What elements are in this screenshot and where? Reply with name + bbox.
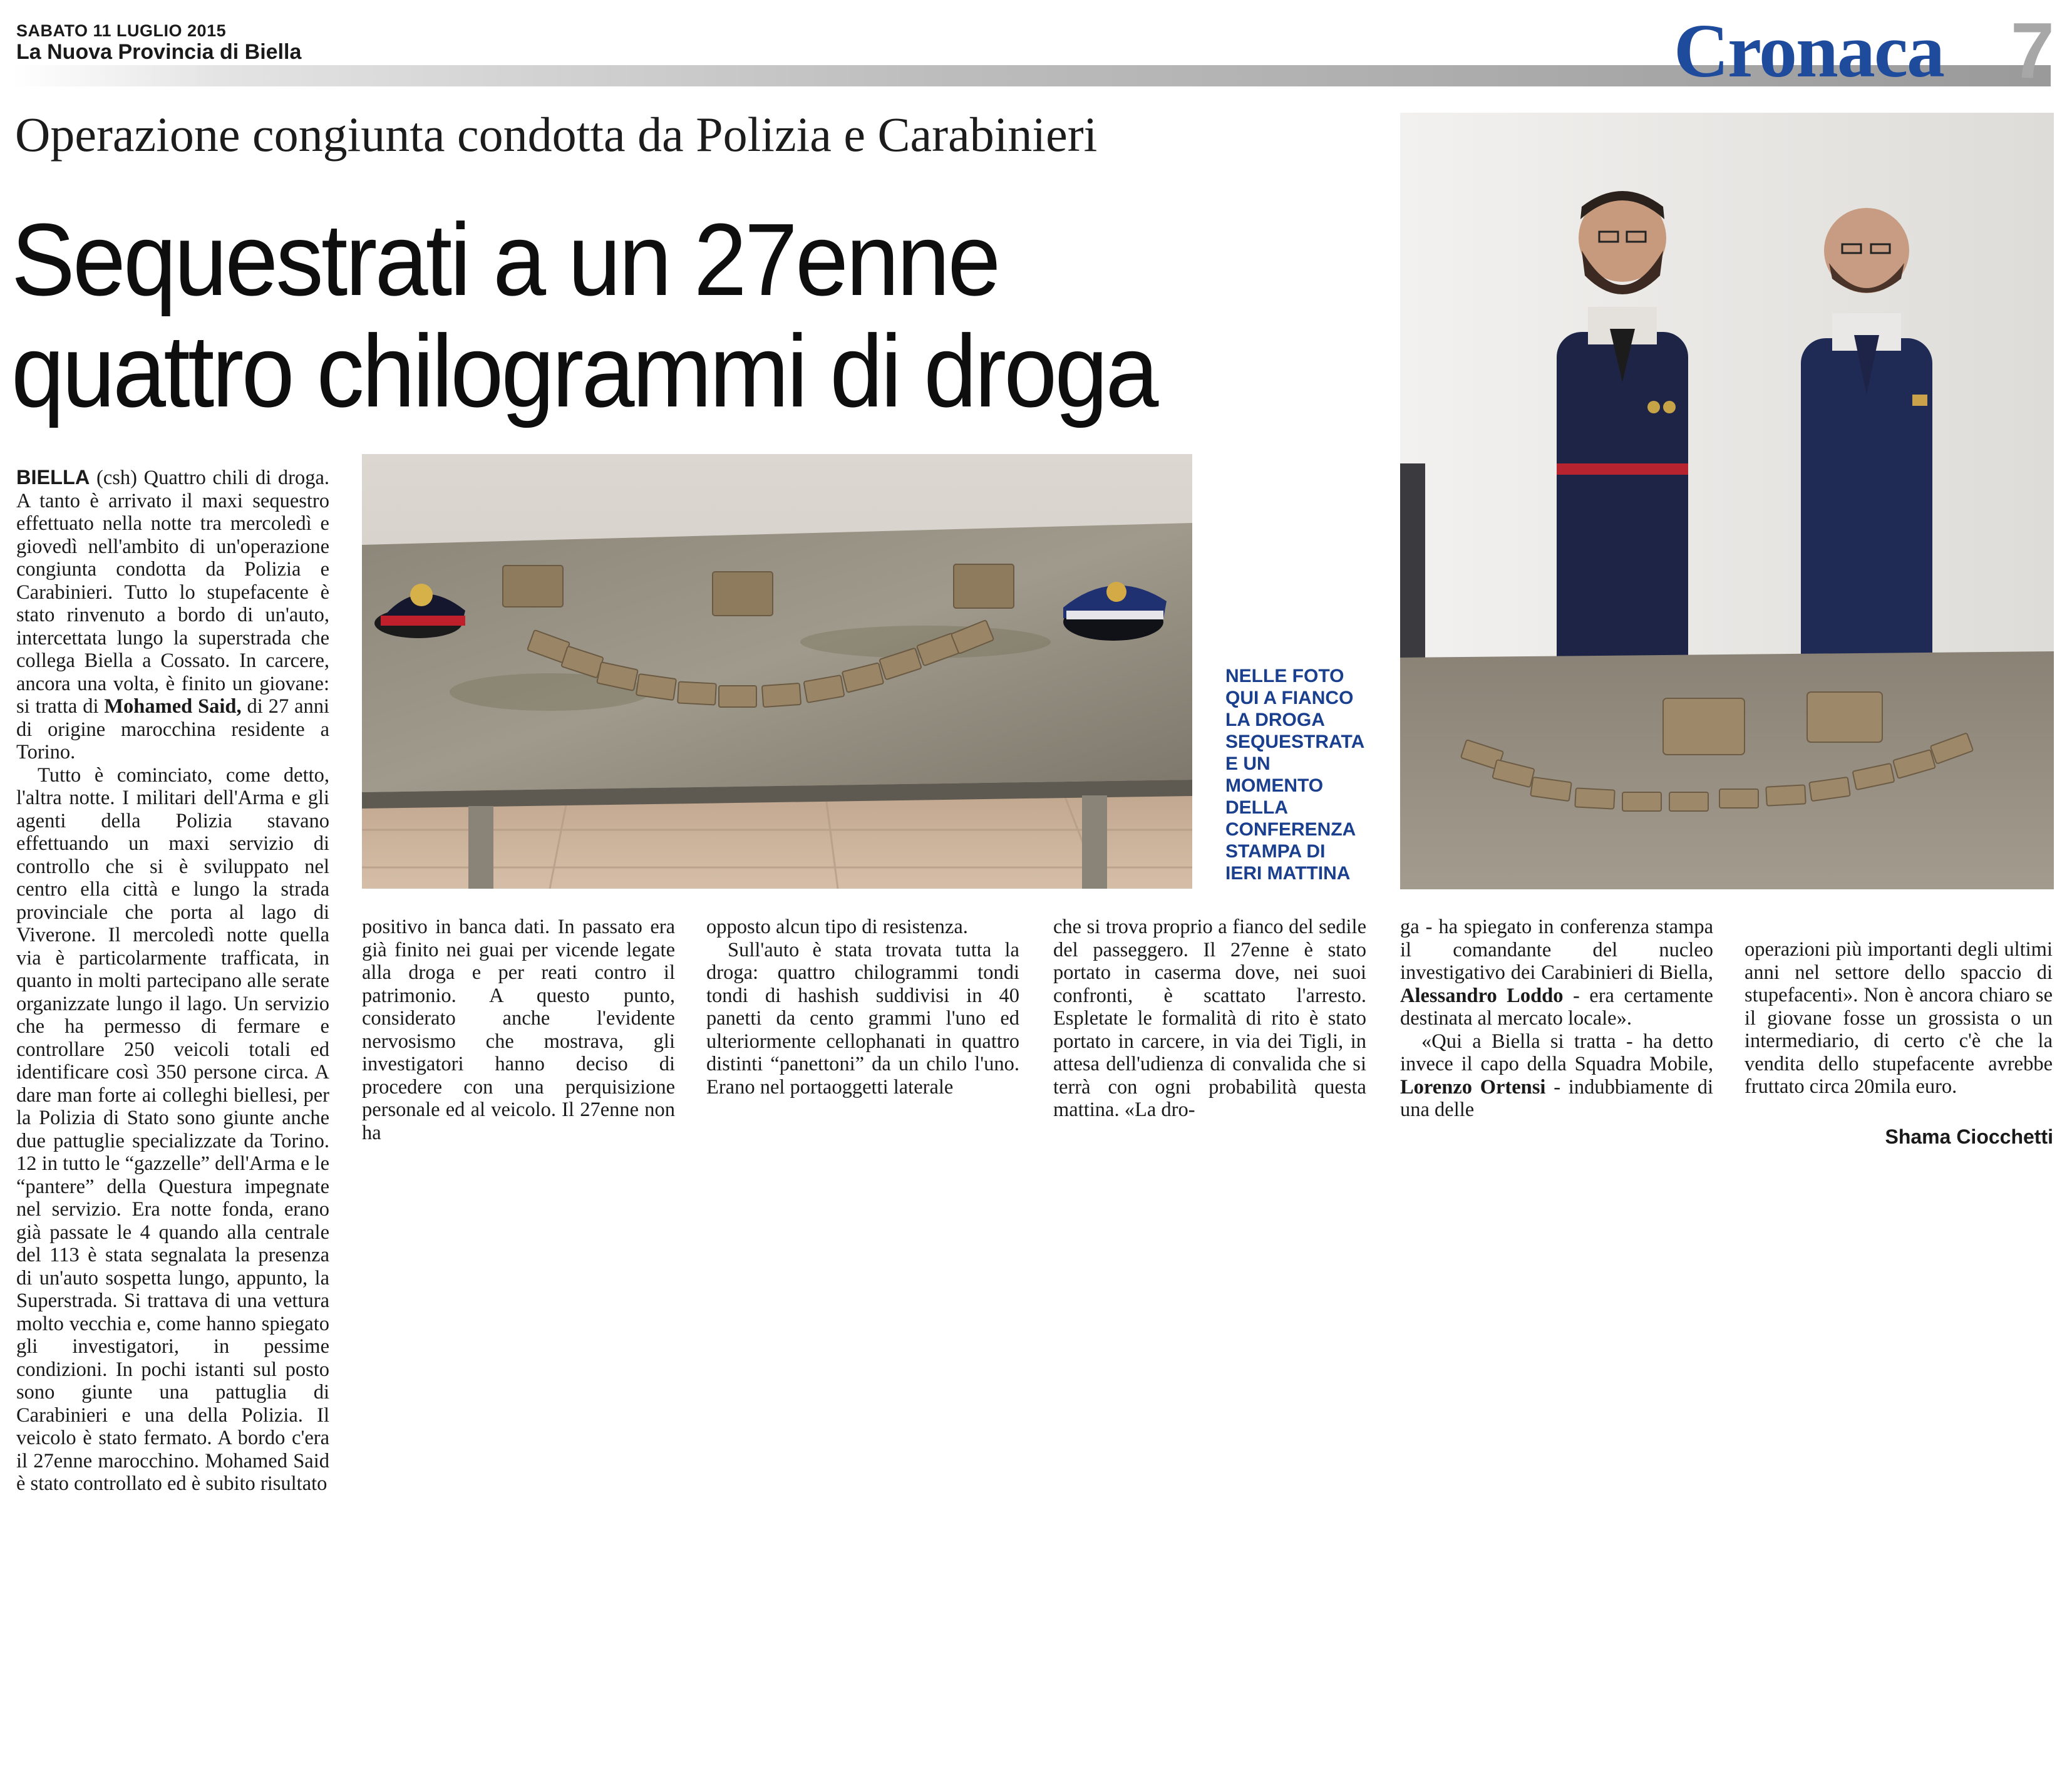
paragraph-text: Quattro chili di droga. A tanto è arrivato il maxi sequestro effettuato nella notte tra mercoledì e giovedì nell'ambito di un'operazione congiunta condotta da Polizia e Carabinieri. Tutto lo stupefacente è stato rinvenuto a bordo di un'auto, intercettata lungo la superstrada che collega Biella a Cossato. In carcere, ancora una volta, è finito un giovane: si tratta di [16,467,330,718]
page-number: 7 [2010,6,2054,95]
article-column-6 [1745,938,2053,1098]
article-paragraph [16,466,329,764]
press-conference-photo [1400,113,2054,889]
article-paragraph [1400,1030,1713,1122]
article-paragraph: Tutto è cominciato, come detto, l'altra notte. I militari dell'Arma e gli agenti della Polizia stavano effettuando un maxi servizio di controllo che si è sviluppato nel centro ella città e lungo la strada provinciale che porta al lago di Viverone. Il mercoledì notte quella via è particolarmente trafficata, in quanto in molti partecipano alle serate organizzate lungo il lago. Un servizio che ha permesso di fermare e controllare 250 veicoli totali ed identificare così 350 persone circa. A dare man forte ai colleghi biellesi, per la Polizia di Stato sono giunte anche due pattuglie specializzate da Torino. 12 in tutto le “gazzelle” dell'Arma e le “pantere” della Questura impegnate nel servizio. Era notte fonda, erano già passate le 4 quando alla centrale del 113 è stata segnalata la presenza di un'auto sospetta lungo, appunto, la Superstrada. Si trattava di una vettura molto vecchia e, come hanno spiegato gli investigatori, in pessime condizioni. In pochi istanti sul posto sono giunte una pattuglia di Carabinieri e una della Polizia. Il veicolo è stato fermato. A bordo c'era il 27enne marocchino. Mohamed Said è stato controllato ed è subito risultato [16,763,329,1495]
article-headline [11,204,1298,427]
drug-seizure-photo [362,454,1192,889]
paragraph-text: di 27 anni di origine marocchina residente a Torino. [16,695,330,763]
article-kicker: Operazione congiunta condotta da Polizia e Carabinieri [15,107,1098,162]
article-column-1 [16,466,329,1496]
author-signature: Shama Ciocchetti [1885,1125,2053,1148]
newspaper-name: La Nuova Provincia di Biella [16,40,302,64]
article-paragraph: operazioni più importanti degli ultimi anni nel settore dello spaccio di stupefacenti». Non è ancora chiaro se il giovane fosse un grossista o un intermediario, di certo c'è che la vendita dello stupefacente avrebbe fruttato circa 20mila euro. [1745,938,2053,1098]
article-paragraph: opposto alcun tipo di resistenza. [706,916,968,938]
section-title: Cronaca [1673,9,1944,93]
article-paragraph: che si trova proprio a fianco del sedile del passeggero. Il 27enne è stato portato in caserma dove, nei suoi confronti, è scattato l'arresto. Espletate le formalità di rito è stato portato in carcere, in via dei Tigli, in attesa dell'udienza di convalida che si terrà con ogni probabilità questa mattina. «La dro- [1053,916,1366,1121]
suspect-name: Mohamed Said, [104,695,242,718]
paragraph-text: - indubbiamente di una delle [1400,1075,1713,1121]
headline-line-2: quattro chilogrammi di droga [11,314,1157,428]
squad-chief-name: Lorenzo Ortensi [1400,1075,1546,1098]
article-paragraph: positivo in banca dati. In passato era già finito nei guai per vicende legate alla droga e per reati contro il patrimonio. A questo punto, considerato anche l'evidente nervosismo che mostrava, gli investigatori hanno deciso di procedere con una perquisizione personale ed al veicolo. Il 27enne non ha [362,916,675,1144]
drug-seizure-illustration [362,454,1192,889]
author-tag: (csh) [96,467,137,489]
photo-caption: NELLE FOTO QUI A FIANCO LA DROGA SEQUESTRATA E UN MOMENTO DELLA CONFERENZA STAMPA DI IERI MATTINA [1225,666,1364,884]
paragraph-text: «Qui a Biella si tratta - ha detto invece il capo della Squadra Mobile, [1400,1030,1713,1075]
article-column-2 [362,916,675,1144]
article-column-5 [1400,916,1713,1122]
article-column-3 [706,916,1019,1098]
headline-line-1: Sequestrati a un 27enne [11,202,999,317]
article-column-4 [1053,916,1366,1122]
press-conference-illustration [1400,113,2054,889]
commander-name: Alessandro Loddo [1400,984,1564,1007]
paragraph-text: ga - ha spiegato in conferenza stampa il comandante del nucleo investigativo dei Carabinieri di Biella, [1400,916,1713,984]
article-paragraph: Sull'auto è stata trovata tutta la droga: quattro chilogrammi tondi tondi di hashish suddivisi in 40 panetti da cento grammi l'uno ed ulteriormente cellophanati in quattro distinti “panettoni” da un chilo l'uno. Erano nel portaoggetti laterale [706,938,1019,1098]
paragraph-text: - era certamente destinata al mercato locale». [1400,984,1713,1030]
dateline: BIELLA [16,466,90,488]
issue-date: SABATO 11 LUGLIO 2015 [16,21,227,40]
article-paragraph [1400,916,1713,1030]
